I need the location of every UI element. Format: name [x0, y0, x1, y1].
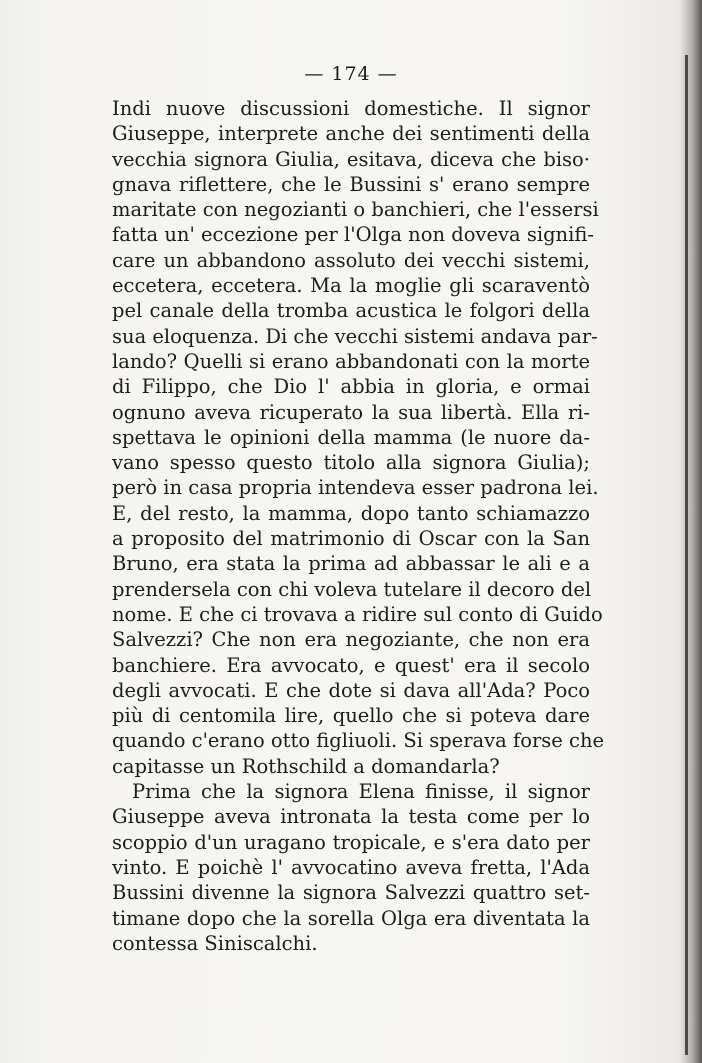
text-line: eccetera, eccetera. Ma la moglie gli scaraventò — [112, 274, 590, 298]
text-line: care un abbandono assoluto dei vecchi sistemi, — [112, 248, 590, 272]
text-line: nome. E che ci trovava a ridire sul conto di Guido — [112, 602, 603, 626]
text-line: Bruno, era stata la prima ad abbassar le ali e a — [112, 552, 590, 576]
text-line: E, del resto, la mamma, dopo tanto schiamazzo — [112, 501, 590, 525]
text-line: vinto. E poichè l' avvocatino aveva fretta, l'Ada — [112, 855, 590, 879]
text-line: Bussini divenne la signora Salvezzi quattro set- — [112, 881, 590, 905]
text-line: vecchia signora Giulia, esitava, diceva che biso· — [112, 147, 590, 171]
text-line: Salvezzi? Che non era negoziante, che non era — [112, 628, 590, 652]
text-line: Giuseppe, interprete anche dei sentimenti della — [112, 122, 590, 146]
text-line: maritate con negozianti o banchieri, che l'essersi — [112, 198, 599, 222]
paragraph — [112, 779, 590, 956]
text-line: fatta un' eccezione per l'Olga non doveva signifi- — [112, 223, 594, 247]
text-line: degli avvocati. E che dote si dava all'Ada? Poco — [112, 678, 590, 702]
text-line: pel canale della tromba acustica le folgori della — [112, 299, 590, 323]
text-line: ognuno aveva ricuperato la sua libertà. Ella ri- — [112, 400, 590, 424]
page-edge-line — [685, 55, 688, 1055]
text-line: prendersela con chi voleva tutelare il decoro del — [112, 577, 592, 601]
text-line: scoppio d'un uragano tropicale, e s'era dato per — [112, 830, 590, 854]
text-line: spettava le opinioni della mamma (le nuore da- — [112, 425, 590, 449]
text-line: Prima che la signora Elena finisse, il signor — [132, 780, 590, 804]
text-line: banchiere. Era avvocato, e quest' era il secolo — [112, 653, 590, 677]
body-text — [112, 96, 605, 956]
text-line: contessa Siniscalchi. — [112, 931, 318, 955]
text-line: Giuseppe aveva intronata la testa come per lo — [112, 805, 590, 829]
text-line: Indi nuove discussioni domestiche. Il signor — [112, 97, 590, 120]
text-line: però in casa propria intendeva esser padrona lei. — [112, 476, 599, 500]
text-line: vano spesso questo titolo alla signora Giulia); — [112, 451, 590, 475]
paragraph — [112, 96, 605, 779]
text-line: timane dopo che la sorella Olga era diventata la — [112, 906, 590, 930]
text-line: gnava riflettere, che le Bussini s' erano sempre — [112, 172, 590, 196]
text-line: quando c'erano otto figliuoli. Si sperava forse che — [112, 729, 605, 753]
text-line: lando? Quelli si erano abbandonati con la morte — [112, 349, 590, 373]
text-line: di Filippo, che Dio l' abbia in gloria, e ormai — [112, 375, 590, 399]
text-line: capitasse un Rothschild a domandarla? — [112, 754, 500, 778]
text-line: sua eloquenza. Di che vecchi sistemi andava par- — [112, 324, 598, 348]
text-line: a proposito del matrimonio di Oscar con la San — [112, 527, 590, 551]
page-number: — 174 — — [304, 63, 398, 85]
text-line: più di centomila lire, quello che si poteva dare — [112, 704, 590, 728]
page-edge-shadow — [680, 0, 702, 1063]
